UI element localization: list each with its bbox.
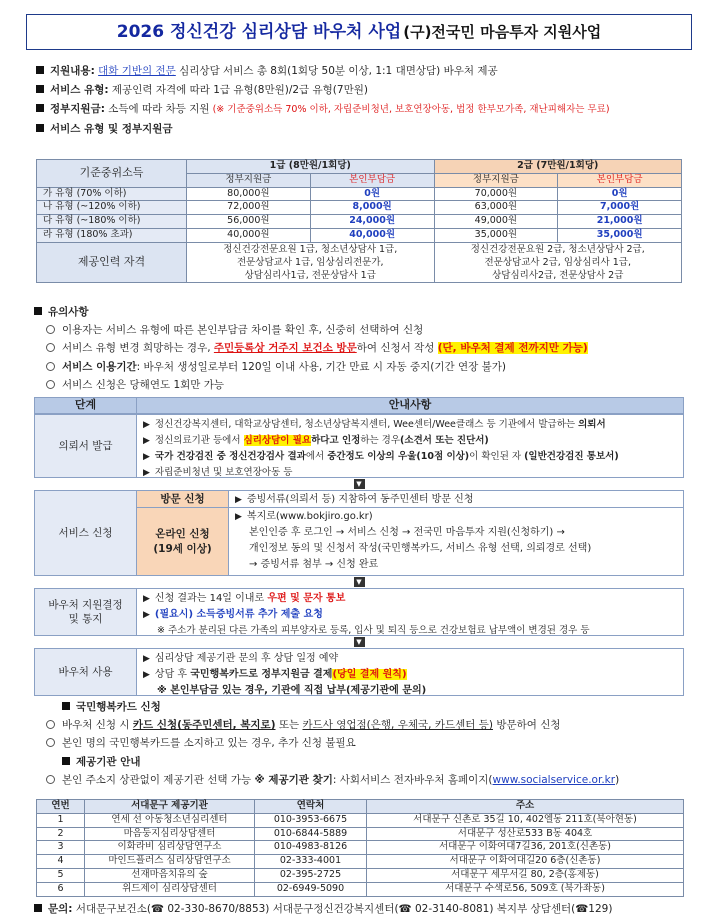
page-title: [26, 14, 692, 50]
fee-row: 가 유형 (70% 이하) 80,000원 0원 70,000원 0원: [37, 187, 682, 201]
fee-col-income: 기준중위소득: [37, 160, 187, 188]
overview-item-subsidy: 정부지원금: 소득에 따라 차등 지원 (※ 기준중위소득 70% 이하, 자립준비청년, 보호연장아동, 법정 한부모가족, 재난피해자는 무료): [36, 102, 710, 117]
visit-apply-label: 방문 신청: [137, 491, 229, 507]
inst-item: 본인 주소지 상관없이 제공기관 선택 가능 ※ 제공기관 찾기: 사회서비스 전자바우처 홈페이지(www.socialservice.or.kr): [46, 773, 684, 787]
down-arrow-icon: ▼: [34, 636, 684, 648]
fee-section-heading: 서비스 유형 및 정부지원금: [36, 122, 710, 136]
note-item: 서비스 이용기간: 바우처 생성일로부터 120일 이내 사용, 기간 만료 시 자동 중지(기간 연장 불가): [46, 360, 694, 374]
card-item: 본인 명의 국민행복카드를 소지하고 있는 경우, 추가 신청 불필요: [46, 736, 684, 750]
fee-staff-row: 제공인력 자격 정신건강전문요원 1급, 청소년상담사 1급, 전문상담교사 1급, 임상심리전문가, 상담심리사1급, 전문상담사 1급 정신건강전문요원 2급, 청소년상담사 2급, 전문상담교사 2급, 임상심리사 1급, 상담심리사2급, 전문상담사 2급: [37, 242, 682, 282]
table-row: 3 이화라비 심리상담연구소 010-4983-8126 서대문구 이화여대7길36, 201호(신촌동): [37, 841, 684, 855]
triangle-bullet-icon: ▶: [143, 594, 150, 604]
table-row: 2 마음둥지심리상담센터 010-6844-5889 서대문구 성산로533 B동 404호: [37, 827, 684, 841]
bullet-circle-icon: [46, 720, 55, 729]
bullet-square-icon: [36, 66, 44, 74]
bullet-circle-icon: [46, 362, 55, 371]
triangle-bullet-icon: ▶: [143, 420, 150, 430]
card-item: 바우처 신청 시 카드 신청(동주민센터, 복지로) 또는 카드사 영업점(은행, 우체국, 카드센터 등) 방문하여 신청: [46, 718, 684, 732]
bullet-square-icon: [34, 307, 42, 315]
step-application: 서비스 신청 방문 신청 ▶ 증빙서류(의뢰서 등) 지참하여 동주민센터 방문 신청 온라인 신청 (19세 이상) ▶ 복지로(www.bokjiro.go.kr) 본인인증 후 로그인 → 서비스 신청 → 전국민 마음투자 지원(신청하기) → 개인정보 동의 및 신청서 작성(국민행복카드, 서비스 유형 선택, 의뢰경로 선택) → 증빙서류 첨부 → 신청 완료: [34, 490, 684, 576]
down-arrow-icon: ▼: [34, 576, 684, 588]
card-heading: 국민행복카드 신청: [62, 700, 684, 714]
fee-g2-gov-header: 정부지원금: [434, 173, 558, 187]
fee-g2-self-header: 본인부담금: [558, 173, 682, 187]
bullet-circle-icon: [46, 343, 55, 352]
triangle-bullet-icon: ▶: [143, 468, 150, 478]
down-arrow-icon: ▼: [34, 478, 684, 490]
fee-g1-gov-header: 정부지원금: [187, 173, 311, 187]
triangle-bullet-icon: ▶: [143, 654, 150, 664]
socialservice-link[interactable]: www.socialservice.or.kr: [492, 773, 616, 786]
document-page: [0, 14, 718, 922]
triangle-bullet-icon: ▶: [143, 610, 150, 620]
note-item: 서비스 유형 변경 희망하는 경우, 주민등록상 거주지 보건소 방문하여 신청서 작성 (단, 바우처 결제 전까지만 가능): [46, 341, 694, 355]
notes-section: [34, 300, 694, 392]
overview-item-type: 서비스 유형: 제공인력 자격에 따라 1급 유형(8만원)/2급 유형(7만원): [36, 83, 710, 97]
fee-grade1-header: 1급 (8만원/1회당): [187, 160, 435, 174]
overview-item-content: 지원내용: 대화 기반의 전문 심리상담 서비스 총 8회(1회당 50분 이상, 1:1 대면상담) 바우처 제공: [36, 64, 710, 78]
steps-header: 단계 안내사항: [34, 397, 684, 414]
bullet-circle-icon: [46, 738, 55, 747]
table-row: 6 위드제이 심리상담센터 02-6949-5090 서대문구 수색로56, 509호 (북가좌동): [37, 882, 684, 896]
bullet-square-icon: [62, 757, 70, 765]
fee-row: 다 유형 (~180% 이하) 56,000원 24,000원 49,000원 21,000원: [37, 215, 682, 229]
bullet-circle-icon: [46, 775, 55, 784]
note-item: 이용자는 서비스 유형에 따른 본인부담금 차이를 확인 후, 신중히 선택하여 신청: [46, 323, 694, 337]
bullet-circle-icon: [46, 325, 55, 334]
title-sub: (구)전국민 마음투자 지원사업: [403, 22, 602, 41]
table-row: 5 선재마음치유의 숲 02-395-2725 서대문구 세무서길 80, 2층(홍제동): [37, 869, 684, 883]
fee-row: 나 유형 (~120% 이하) 72,000원 8,000원 63,000원 7,000원: [37, 201, 682, 215]
fee-table: [36, 159, 682, 283]
step-decision: 바우처 지원결정 및 통지 ▶ 신청 결과는 14일 이내로 우편 및 문자 통보 ▶ (필요시) 소득증빙서류 추가 제출 요청 ※ 주소가 분리된 다른 가족의 피부양자로 등록, 입사 및 퇴직 등으로 건강보험료 납부액이 변경된 경우 등: [34, 588, 684, 636]
process-steps: [34, 397, 684, 787]
online-apply-label: 온라인 신청 (19세 이상): [137, 508, 229, 575]
notes-heading: 유의사항: [34, 305, 694, 319]
bullet-circle-icon: [46, 380, 55, 389]
institution-table: 연번 서대문구 제공기관 연락처 주소 1 연세 선 아동청소년심리센터 010-3953-6675 서대문구 신촌로 35길 10, 402엘동 211호(북아현동) 2 마음둥지심리상담센터 010-6844-5889 서대문구 성산로533 B동 404호 3 이화라비 심리상담연구소 010-4983-8126 서대문구 이화여대7길36, 201호(신촌동) 4 마인드플러스 심리상담연구소 02-333-4001 서대문구 이화여대길20 6층(신촌동) 5 선재마음치유의 숲 02-395-2725 서대문구 세무서길 80, 2층(홍제동) 6 위드제이 심리상담센터 02-6949-5090 서대문구 수색로56, 509호 (북가좌동): [36, 799, 684, 897]
table-row: 4 마인드플러스 심리상담연구소 02-333-4001 서대문구 이화여대길20 6층(신촌동): [37, 855, 684, 869]
triangle-bullet-icon: ▶: [235, 512, 242, 522]
triangle-bullet-icon: ▶: [143, 436, 150, 446]
footer-contact: 문의: 서대문구보건소(☎ 02-330-8670/8853) 서대문구정신건강복지센터(☎ 02-3140-8081) 복지부 상담센터(☎129): [34, 902, 612, 916]
step-referral: 의뢰서 발급 ▶ 정신건강복지센터, 대학교상담센터, 청소년상담복지센터, Wee센터/Wee클래스 등 기관에서 발급하는 의뢰서 ▶ 정신의료기관 등에서 심리상담이 필요하다고 인정하는 경우(소견서 또는 진단서) ▶ 국가 건강검진 중 정신건강검사 결과에서 중간정도 이상의 우울(10점 이상)이 확인된 자 (일반건강검진 통보서) ▶ 자립준비청년 및 보호연장아동 등: [34, 414, 684, 478]
step-usage: 바우처 사용 ▶ 심리상담 제공기관 문의 후 상담 일정 예약 ▶ 상담 후 국민행복카드로 정부지원금 결제(당일 결제 원칙) ※ 본인부담금 있는 경우, 기관에 직접 납부(제공기관에 문의): [34, 648, 684, 696]
bullet-square-icon: [62, 702, 70, 710]
overview-section: [8, 64, 710, 136]
title-main: 2026 정신건강 심리상담 바우처 사업: [116, 21, 402, 42]
triangle-bullet-icon: ▶: [143, 670, 150, 680]
fee-g1-self-header: 본인부담금: [310, 173, 434, 187]
bullet-square-icon: [36, 85, 44, 93]
triangle-bullet-icon: ▶: [143, 452, 150, 462]
inst-heading: 제공기관 안내: [62, 755, 684, 769]
fee-row: 라 유형 (180% 초과) 40,000원 40,000원 35,000원 35,000원: [37, 229, 682, 243]
triangle-bullet-icon: ▶: [235, 495, 242, 505]
bullet-square-icon: [36, 104, 44, 112]
bullet-square-icon: [36, 124, 44, 132]
note-item: 서비스 신청은 당해연도 1회만 가능: [46, 378, 694, 392]
bullet-square-icon: [34, 904, 42, 912]
table-row: 1 연세 선 아동청소년심리센터 010-3953-6675 서대문구 신촌로 35길 10, 402엘동 211호(북아현동): [37, 813, 684, 827]
fee-grade2-header: 2급 (7만원/1회당): [434, 160, 682, 174]
